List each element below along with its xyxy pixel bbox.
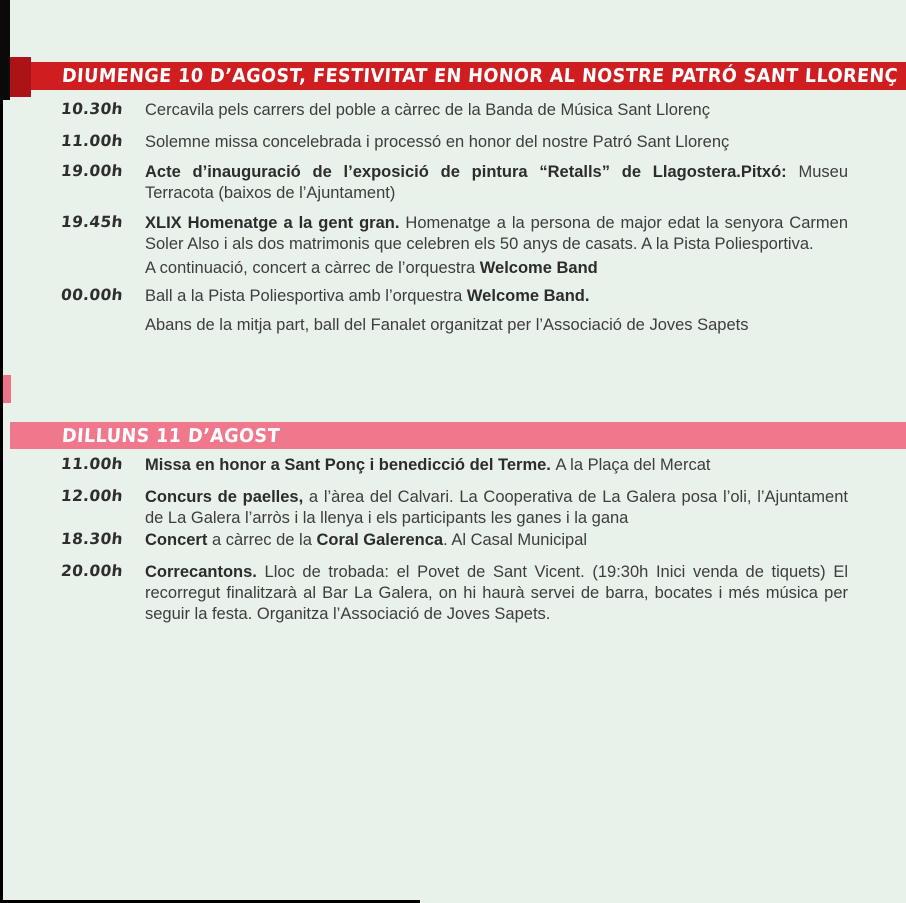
event-description (145, 530, 848, 551)
text-segment: Missa en honor a Sant Ponç i benedicció del Terme. (145, 456, 556, 474)
event-paragraph (145, 162, 848, 204)
event-description (145, 100, 848, 121)
event-description (145, 286, 848, 336)
text-segment: Solemne missa concelebrada i processó en honor del nostre Patró Sant Llorenç (145, 133, 730, 151)
event-time: 20.00h (60, 562, 124, 580)
event-description (145, 562, 848, 625)
text-segment: Concert (145, 531, 212, 549)
event-paragraph (145, 487, 848, 529)
section-title-day1: DIUMENGE 10 D’AGOST, FESTIVITAT EN HONOR AL NOSTRE PATRÓ SANT LLORENÇ (61, 65, 899, 87)
events-list-day1 (62, 100, 848, 347)
text-segment: Homenatge a la persona de major edat la senyora Carmen Soler Also i als dos matrimonis que celebren els 50 anys de casats. A la Pista Poliesportiva. (145, 214, 848, 253)
text-segment: Acte d’inauguració de l’exposició de pintura “Retalls” de Llagostera.Pitxó: (145, 163, 799, 181)
text-segment: Museu Terracota (baixos de l’Ajuntament) (145, 163, 848, 202)
top-left-black-block (0, 0, 10, 100)
text-segment: A continuació, concert a càrrec de l’orquestra (145, 259, 480, 277)
event-description (145, 213, 848, 279)
event-row (62, 100, 848, 121)
event-description (145, 162, 848, 204)
event-row (62, 487, 848, 529)
event-description (145, 455, 848, 476)
left-edge-black-line (0, 0, 3, 903)
text-segment: Abans de la mitja part, ball del Fanalet organitzat per l’Associació de Joves Sapets (145, 316, 749, 334)
event-row (62, 286, 848, 336)
event-paragraph (145, 132, 848, 153)
text-segment: Welcome Band. (466, 287, 590, 305)
event-row (62, 132, 848, 153)
event-paragraph (145, 258, 848, 279)
event-paragraph (145, 562, 848, 625)
event-time: 00.00h (60, 286, 124, 304)
text-segment: Lloc de trobada: el Povet de Sant Vicent. (19:30h Inici venda de tiquets) El recorregut finalitzarà al Bar La Galera, on hi haurà servei de barra, bocates i més música per seguir la festa. Organitza l’Associació de Joves Sapets. (145, 563, 848, 623)
section-header-dark-red-tab (10, 57, 31, 97)
pink-corner-tab (3, 375, 11, 403)
event-paragraph (145, 286, 848, 307)
text-segment: a l’àrea del Calvari. La Cooperativa de La Galera posa l’oli, l’Ajuntament de La Galera l’arròs i la llenya i els participants les ganes i la gana (145, 488, 848, 527)
event-row (62, 562, 848, 625)
event-time: 19.45h (60, 213, 124, 231)
event-time: 19.00h (60, 162, 124, 180)
text-segment: A la Plaça del Mercat (555, 456, 711, 474)
event-time: 18.30h (60, 530, 124, 548)
text-segment: XLIX Homenatge a la gent gran. (145, 214, 406, 232)
section-header-day2 (10, 422, 906, 449)
section-header-day1 (10, 62, 906, 90)
text-segment: Coral Galerenca (316, 531, 444, 549)
event-paragraph (145, 530, 848, 551)
event-time: 12.00h (60, 487, 124, 505)
text-segment: Correcantons. (145, 563, 265, 581)
text-segment: Ball a la Pista Poliesportiva amb l’orquestra (145, 287, 467, 305)
event-description (145, 487, 848, 529)
event-time: 10.30h (60, 100, 124, 118)
event-description (145, 132, 848, 153)
text-segment: a càrrec de la (211, 531, 317, 549)
events-list-day2 (62, 455, 848, 636)
event-time: 11.00h (60, 455, 124, 473)
event-row (62, 530, 848, 551)
text-segment: Welcome Band (479, 259, 598, 277)
section-title-day2: DILLUNS 11 D’AGOST (61, 424, 281, 447)
event-paragraph (145, 213, 848, 255)
event-paragraph (145, 315, 848, 336)
text-segment: Concurs de paelles, (145, 488, 309, 506)
text-segment: Cercavila pels carrers del poble a càrrec de la Banda de Música Sant Llorenç (145, 101, 710, 119)
event-row (62, 162, 848, 204)
event-paragraph (145, 455, 848, 476)
event-time: 11.00h (60, 132, 124, 150)
event-paragraph (145, 100, 848, 121)
event-row (62, 455, 848, 476)
text-segment: . Al Casal Municipal (443, 531, 588, 549)
event-row (62, 213, 848, 279)
